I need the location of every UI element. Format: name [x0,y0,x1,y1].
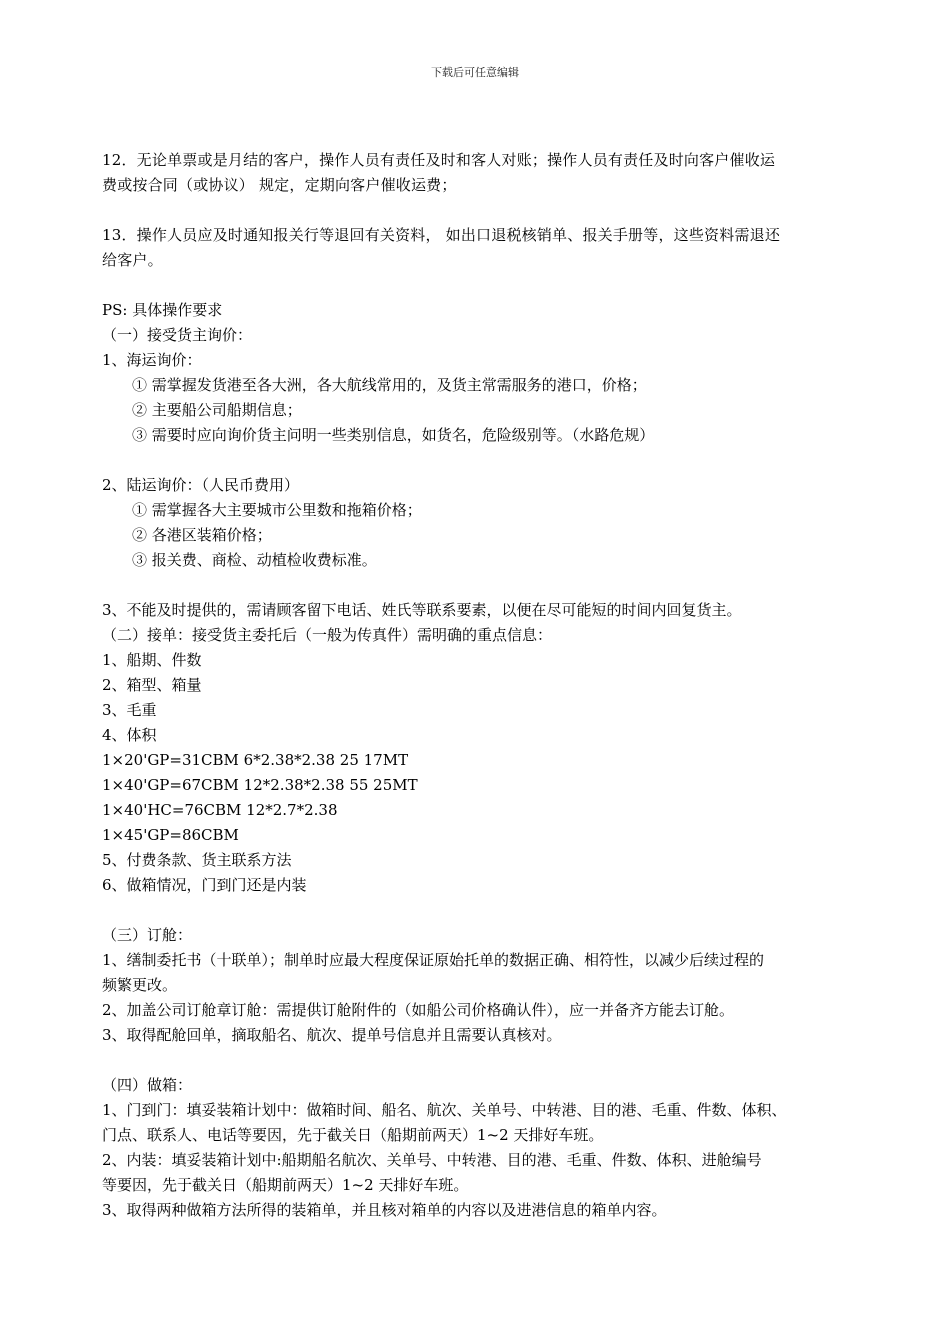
section-2-title: （二）接单：接受货主委托后（一般为传真件）需明确的重点信息： [102,626,553,644]
stuffing-item-1-line-1: 1、门到门：填妥装箱计划中：做箱时间、船名、航次、关单号、中转港、目的港、毛重、件数、体积、 [102,1101,787,1119]
booking-item-3: 3、取得配舱回单，摘取船名、航次、提单号信息并且需要认真核对。 [102,1026,562,1044]
paragraph-12-line-1: 12．无论单票或是月结的客户，操作人员有责任及时和客人对账；操作人员有责任及时向客户催收运 [102,151,776,169]
paragraph-13-line-1: 13．操作人员应及时通知报关行等退回有关资料， 如出口退税核销单、报关手册等，这些资料需退还 [102,226,781,244]
order-item: 4、体积 [102,726,157,744]
land-inquiry-item: ③ 报关费、商检、动植检收费标准。 [132,551,377,569]
sea-inquiry-item: ② 主要船公司船期信息； [132,401,302,419]
order-item: 2、箱型、箱量 [102,676,202,694]
container-spec: 1×20'GP=31CBM 6*2.38*2.38 25 17MT [102,751,409,769]
land-inquiry-item: ② 各港区装箱价格； [132,526,272,544]
land-inquiry-item: ① 需掌握各大主要城市公里数和拖箱价格； [132,501,422,519]
container-spec: 1×40'GP=67CBM 12*2.38*2.38 55 25MT [102,776,418,794]
order-item: 3、毛重 [102,701,157,719]
paragraph-13-line-2: 给客户。 [102,251,163,269]
inquiry-item-3: 3、不能及时提供的，需请顾客留下电话、姓氏等联系要素，以便在尽可能短的时间内回复货主。 [102,601,742,619]
booking-item-2: 2、加盖公司订舱章订舱：需提供订舱附件的（如船公司价格确认件），应一并备齐方能去订舱。 [102,1001,735,1019]
stuffing-item-2-line-2: 等要因，先于截关日（船期前两天）1~2 天排好车班。 [102,1176,469,1194]
sea-inquiry-title: 1、海运询价： [102,351,202,369]
order-item: 5、付费条款、货主联系方法 [102,851,292,869]
document-body [102,148,862,1223]
section-4-title: （四）做箱： [102,1076,193,1094]
stuffing-item-1-line-2: 门点、联系人、电话等要因，先于截关日（船期前两天）1~2 天排好车班。 [102,1126,604,1144]
order-item: 1、船期、件数 [102,651,202,669]
stuffing-item-2-line-1: 2、内装：填妥装箱计划中:船期船名航次、关单号、中转港、目的港、毛重、件数、体积、进舱编号 [102,1151,762,1169]
order-item: 6、做箱情况，门到门还是内装 [102,876,307,894]
booking-item-1-line-2: 频繁更改。 [102,976,178,994]
container-spec: 1×40'HC=76CBM 12*2.7*2.38 [102,801,338,819]
paragraph-12-line-2: 费或按合同（或协议） 规定，定期向客户催收运费； [102,176,457,194]
stuffing-item-3: 3、取得两种做箱方法所得的装箱单，并且核对箱单的内容以及进港信息的箱单内容。 [102,1201,667,1219]
land-inquiry-title: 2、陆运询价：（人民币费用） [102,476,300,494]
section-3-title: （三）订舱： [102,926,193,944]
ps-title: PS: 具体操作要求 [102,301,223,319]
section-1-title: （一）接受货主询价： [102,326,253,344]
sea-inquiry-item: ③ 需要时应向询价货主问明一些类别信息，如货名，危险级别等。（水路危规） [132,426,655,444]
container-spec: 1×45'GP=86CBM [102,826,239,844]
page-header: 下载后可任意编辑 [431,66,519,79]
sea-inquiry-item: ① 需掌握发货港至各大洲，各大航线常用的，及货主常需服务的港口，价格； [132,376,647,394]
booking-item-1-line-1: 1、缮制委托书（十联单）；制单时应最大程度保证原始托单的数据正确、相符性，以减少后续过程的 [102,951,765,969]
